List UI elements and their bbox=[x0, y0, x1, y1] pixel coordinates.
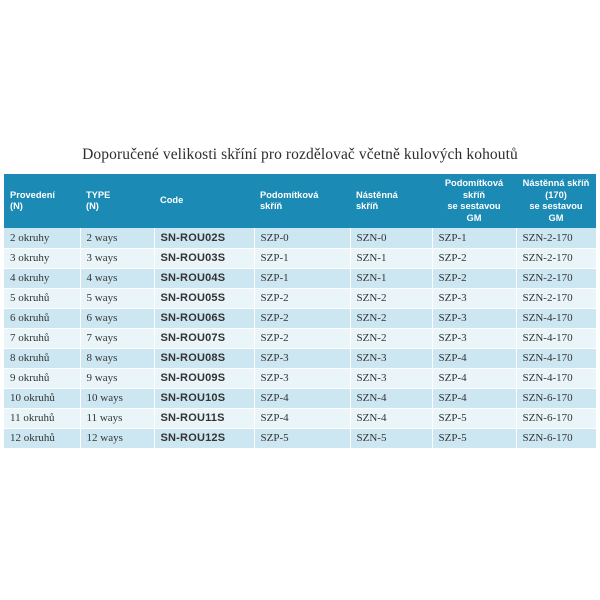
table-row bbox=[4, 348, 596, 368]
cell-podomitkova-skrin-gm: SZP-3 bbox=[432, 308, 516, 328]
cell-podomitkova-skrin: SZP-2 bbox=[254, 308, 350, 328]
column-header-line: skříň bbox=[356, 201, 379, 212]
cell-nastenna-skrin: SZN-3 bbox=[350, 348, 432, 368]
column-header-line: Podomítková bbox=[260, 189, 319, 200]
cell-code: SN-ROU03S bbox=[154, 248, 254, 268]
table-row bbox=[4, 328, 596, 348]
cell-code: SN-ROU10S bbox=[154, 388, 254, 408]
cell-nastenna-skrin-170-gm: SZN-4-170 bbox=[516, 328, 596, 348]
cell-podomitkova-skrin: SZP-3 bbox=[254, 348, 350, 368]
cell-provedeni: 11 okruhů bbox=[4, 408, 80, 428]
cell-type: 10 ways bbox=[80, 388, 154, 408]
cell-provedeni: 12 okruhů bbox=[4, 428, 80, 448]
table-header bbox=[4, 174, 596, 228]
cell-podomitkova-skrin: SZP-3 bbox=[254, 368, 350, 388]
column-header-provedeni bbox=[4, 174, 80, 228]
cell-nastenna-skrin: SZN-4 bbox=[350, 408, 432, 428]
column-header-line: skříň bbox=[260, 201, 283, 212]
cell-nastenna-skrin: SZN-3 bbox=[350, 368, 432, 388]
cell-podomitkova-skrin-gm: SZP-3 bbox=[432, 288, 516, 308]
cell-podomitkova-skrin-gm: SZP-5 bbox=[432, 408, 516, 428]
table-row bbox=[4, 268, 596, 288]
column-header-line: (N) bbox=[10, 201, 23, 212]
cell-code: SN-ROU07S bbox=[154, 328, 254, 348]
column-header-line: Code bbox=[160, 195, 184, 206]
cell-podomitkova-skrin: SZP-4 bbox=[254, 388, 350, 408]
cell-podomitkova-skrin: SZP-0 bbox=[254, 228, 350, 248]
cell-podomitkova-skrin: SZP-1 bbox=[254, 268, 350, 288]
table-body bbox=[4, 228, 596, 448]
column-header-line: TYPE bbox=[86, 189, 111, 200]
cell-nastenna-skrin: SZN-2 bbox=[350, 328, 432, 348]
cell-nastenna-skrin-170-gm: SZN-6-170 bbox=[516, 388, 596, 408]
cell-podomitkova-skrin: SZP-4 bbox=[254, 408, 350, 428]
cell-nastenna-skrin-170-gm: SZN-4-170 bbox=[516, 308, 596, 328]
cell-podomitkova-skrin-gm: SZP-1 bbox=[432, 228, 516, 248]
cell-type: 2 ways bbox=[80, 228, 154, 248]
cell-type: 3 ways bbox=[80, 248, 154, 268]
cell-nastenna-skrin-170-gm: SZN-2-170 bbox=[516, 228, 596, 248]
column-header-line: (170) bbox=[545, 189, 567, 200]
cell-nastenna-skrin: SZN-5 bbox=[350, 428, 432, 448]
cell-podomitkova-skrin-gm: SZP-4 bbox=[432, 368, 516, 388]
cell-provedeni: 10 okruhů bbox=[4, 388, 80, 408]
cell-code: SN-ROU12S bbox=[154, 428, 254, 448]
cell-type: 7 ways bbox=[80, 328, 154, 348]
cell-nastenna-skrin: SZN-2 bbox=[350, 308, 432, 328]
column-header-nastenna-skrin bbox=[350, 174, 432, 228]
cell-code: SN-ROU06S bbox=[154, 308, 254, 328]
page-title: Doporučené velikosti skříní pro rozdělovač včetně kulových kohoutů bbox=[82, 146, 518, 163]
table-row bbox=[4, 228, 596, 248]
column-header-code bbox=[154, 174, 254, 228]
cell-provedeni: 6 okruhů bbox=[4, 308, 80, 328]
column-header-line: se sestavou bbox=[447, 201, 501, 212]
cell-podomitkova-skrin: SZP-2 bbox=[254, 288, 350, 308]
cell-code: SN-ROU05S bbox=[154, 288, 254, 308]
table-row bbox=[4, 428, 596, 448]
cell-code: SN-ROU02S bbox=[154, 228, 254, 248]
cell-code: SN-ROU08S bbox=[154, 348, 254, 368]
cell-podomitkova-skrin-gm: SZP-4 bbox=[432, 348, 516, 368]
column-header-nastenna-skrin-170-gm bbox=[516, 174, 596, 228]
table-row bbox=[4, 248, 596, 268]
cell-podomitkova-skrin-gm: SZP-3 bbox=[432, 328, 516, 348]
column-header-podomitkova-skrin-gm bbox=[432, 174, 516, 228]
table-row bbox=[4, 368, 596, 388]
column-header-line: GM bbox=[466, 212, 482, 223]
column-header-line: Podomítková bbox=[444, 178, 504, 188]
cell-type: 6 ways bbox=[80, 308, 154, 328]
cell-podomitkova-skrin-gm: SZP-4 bbox=[432, 388, 516, 408]
table-row bbox=[4, 308, 596, 328]
cell-code: SN-ROU04S bbox=[154, 268, 254, 288]
cell-nastenna-skrin-170-gm: SZN-2-170 bbox=[516, 288, 596, 308]
cell-nastenna-skrin-170-gm: SZN-4-170 bbox=[516, 368, 596, 388]
column-header-line: Nástěnná bbox=[356, 189, 398, 200]
cell-podomitkova-skrin: SZP-5 bbox=[254, 428, 350, 448]
cell-provedeni: 2 okruhy bbox=[4, 228, 80, 248]
cell-nastenna-skrin-170-gm: SZN-6-170 bbox=[516, 428, 596, 448]
column-header-line: Nástěnná skříň bbox=[522, 178, 590, 188]
cell-provedeni: 9 okruhů bbox=[4, 368, 80, 388]
table-header-row bbox=[4, 174, 596, 228]
cell-nastenna-skrin-170-gm: SZN-4-170 bbox=[516, 348, 596, 368]
table-row bbox=[4, 388, 596, 408]
cell-type: 5 ways bbox=[80, 288, 154, 308]
cell-nastenna-skrin: SZN-1 bbox=[350, 268, 432, 288]
cell-nastenna-skrin-170-gm: SZN-6-170 bbox=[516, 408, 596, 428]
cell-type: 4 ways bbox=[80, 268, 154, 288]
cell-type: 11 ways bbox=[80, 408, 154, 428]
spec-table bbox=[4, 174, 596, 449]
cell-type: 12 ways bbox=[80, 428, 154, 448]
cell-nastenna-skrin: SZN-1 bbox=[350, 248, 432, 268]
cell-podomitkova-skrin-gm: SZP-5 bbox=[432, 428, 516, 448]
column-header-line: Provedení bbox=[10, 189, 55, 200]
cell-provedeni: 5 okruhů bbox=[4, 288, 80, 308]
column-header-podomitkova-skrin bbox=[254, 174, 350, 228]
cell-podomitkova-skrin-gm: SZP-2 bbox=[432, 248, 516, 268]
cell-nastenna-skrin: SZN-0 bbox=[350, 228, 432, 248]
cell-podomitkova-skrin: SZP-1 bbox=[254, 248, 350, 268]
cell-provedeni: 7 okruhů bbox=[4, 328, 80, 348]
cell-nastenna-skrin: SZN-2 bbox=[350, 288, 432, 308]
spec-table-container bbox=[4, 174, 596, 449]
cell-code: SN-ROU11S bbox=[154, 408, 254, 428]
column-header-line: se sestavou GM bbox=[529, 201, 583, 223]
cell-podomitkova-skrin-gm: SZP-2 bbox=[432, 268, 516, 288]
cell-provedeni: 4 okruhy bbox=[4, 268, 80, 288]
cell-podomitkova-skrin: SZP-2 bbox=[254, 328, 350, 348]
cell-provedeni: 3 okruhy bbox=[4, 248, 80, 268]
cell-type: 8 ways bbox=[80, 348, 154, 368]
cell-code: SN-ROU09S bbox=[154, 368, 254, 388]
cell-type: 9 ways bbox=[80, 368, 154, 388]
cell-provedeni: 8 okruhů bbox=[4, 348, 80, 368]
cell-nastenna-skrin: SZN-4 bbox=[350, 388, 432, 408]
column-header-line: (N) bbox=[86, 201, 99, 212]
cell-nastenna-skrin-170-gm: SZN-2-170 bbox=[516, 248, 596, 268]
table-row bbox=[4, 408, 596, 428]
cell-nastenna-skrin-170-gm: SZN-2-170 bbox=[516, 268, 596, 288]
column-header-type bbox=[80, 174, 154, 228]
table-row bbox=[4, 288, 596, 308]
column-header-line: skříň bbox=[462, 189, 486, 200]
